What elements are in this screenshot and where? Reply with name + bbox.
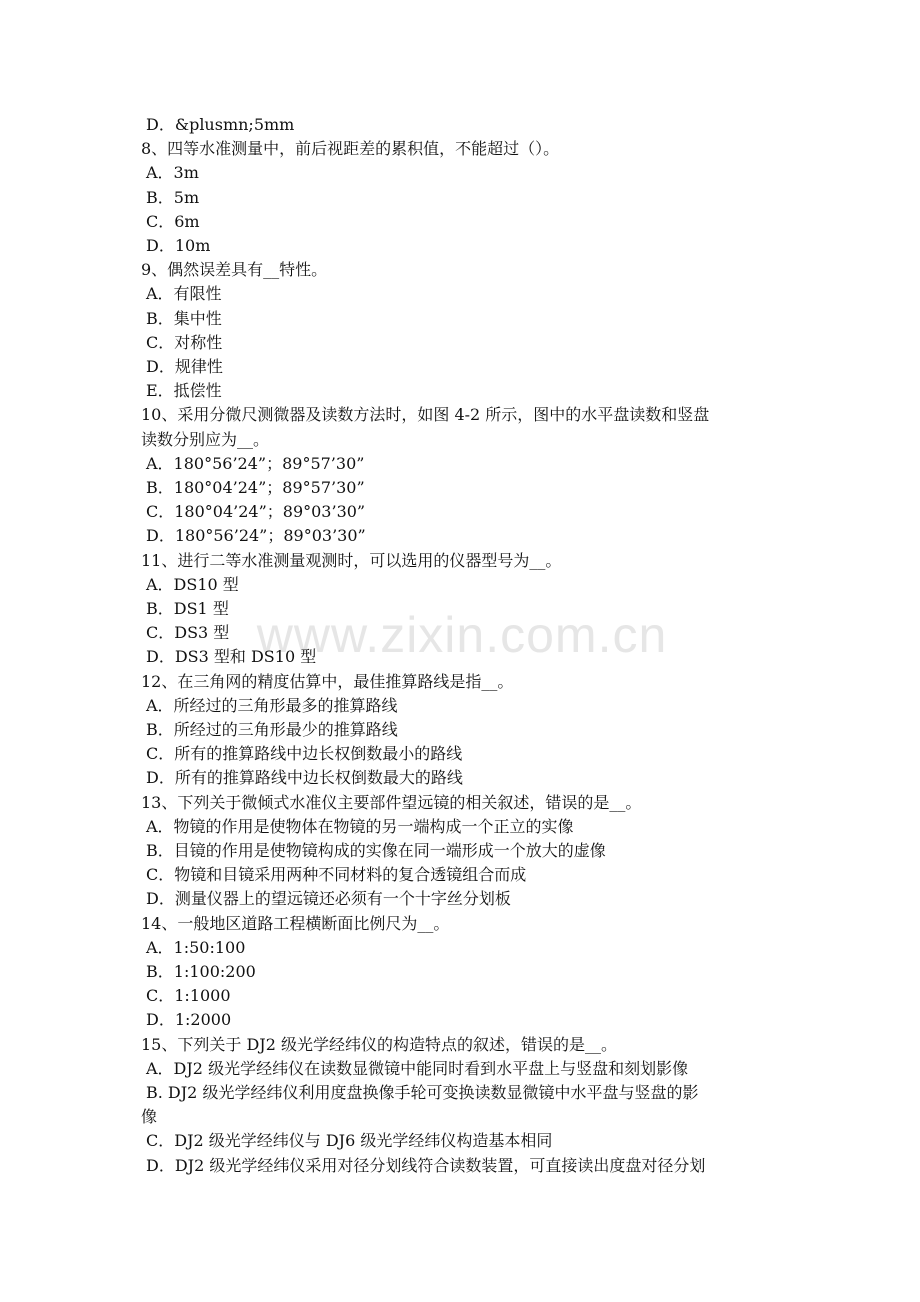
answer-option: A．3m (146, 163, 199, 182)
question-text: 10、采用分微尺测微器及读数方法时，如图 4-2 所示，图中的水平盘读数和竖盘 (141, 405, 710, 424)
answer-option: D．1:2000 (146, 1010, 232, 1029)
answer-option: A．DS10 型 (146, 575, 239, 594)
answer-option: B．5m (146, 188, 200, 207)
answer-option: C．1:1000 (146, 986, 231, 1005)
answer-option: A．物镜的作用是使物体在物镜的另一端构成一个正立的实像 (146, 817, 574, 836)
answer-option: B. DJ2 级光学经纬仪利用度盘换像手轮可变换读数显微镜中水平盘与竖盘的影 (146, 1083, 699, 1102)
answer-option: D．10m (146, 236, 211, 255)
answer-option: D．180°56’24”；89°03’30” (146, 526, 366, 545)
answer-option: A．DJ2 级光学经纬仪在读数显微镜中能同时看到水平盘上与竖盘和刻划影像 (146, 1059, 689, 1078)
answer-option: D．所有的推算路线中边长权倒数最大的路线 (146, 768, 463, 787)
answer-option: E．抵偿性 (146, 381, 222, 400)
question-text: 15、下列关于 DJ2 级光学经纬仪的构造特点的叙述，错误的是__。 (141, 1035, 617, 1054)
answer-option: A．180°56’24”；89°57’30” (146, 454, 365, 473)
question-text: 14、一般地区道路工程横断面比例尺为__。 (141, 914, 450, 933)
answer-option: A．有限性 (146, 284, 222, 303)
question-text: 12、在三角网的精度估算中，最佳推算路线是指__。 (141, 672, 514, 691)
answer-option: B．180°04’24”；89°57’30” (146, 478, 365, 497)
watermark: www.zixin.com.cn (256, 607, 668, 663)
answer-option: C．物镜和目镜采用两种不同材料的复合透镜组合而成 (146, 865, 527, 884)
answer-option: B．1:100:200 (146, 962, 256, 981)
answer-option: B．所经过的三角形最少的推算路线 (146, 720, 398, 739)
answer-option: C．DS3 型 (146, 623, 230, 642)
question-text: 读数分别应为__。 (141, 430, 270, 449)
answer-option: C．对称性 (146, 333, 223, 352)
answer-option: A．所经过的三角形最多的推算路线 (146, 696, 398, 715)
answer-option: C．所有的推算路线中边长权倒数最小的路线 (146, 744, 463, 763)
answer-option: B．目镜的作用是使物镜构成的实像在同一端形成一个放大的虚像 (146, 841, 606, 860)
question-text: 11、进行二等水准测量观测时，可以选用的仪器型号为__。 (141, 551, 562, 570)
answer-option: D．测量仪器上的望远镜还必须有一个十字丝分划板 (146, 889, 511, 908)
answer-option: C．6m (146, 212, 200, 231)
answer-option: D．&plusmn;5mm (146, 115, 295, 134)
question-text: 8、四等水准测量中，前后视距差的累积值，不能超过（）。 (141, 139, 560, 158)
answer-option: C．180°04’24”；89°03’30” (146, 502, 366, 521)
question-text: 13、下列关于微倾式水准仪主要部件望远镜的相关叙述，错误的是__。 (141, 793, 642, 812)
answer-option: D．DS3 型和 DS10 型 (146, 647, 317, 666)
answer-option: D．DJ2 级光学经纬仪采用对径分划线符合读数装置，可直接读出度盘对径分划 (146, 1156, 706, 1175)
question-text: 9、偶然误差具有__特性。 (141, 260, 328, 279)
question-text: 像 (141, 1107, 158, 1126)
answer-option: C．DJ2 级光学经纬仪与 DJ6 级光学经纬仪构造基本相同 (146, 1131, 553, 1150)
answer-option: B．集中性 (146, 309, 222, 328)
answer-option: B．DS1 型 (146, 599, 229, 618)
answer-option: A．1:50:100 (146, 938, 246, 957)
answer-option: D．规律性 (146, 357, 223, 376)
